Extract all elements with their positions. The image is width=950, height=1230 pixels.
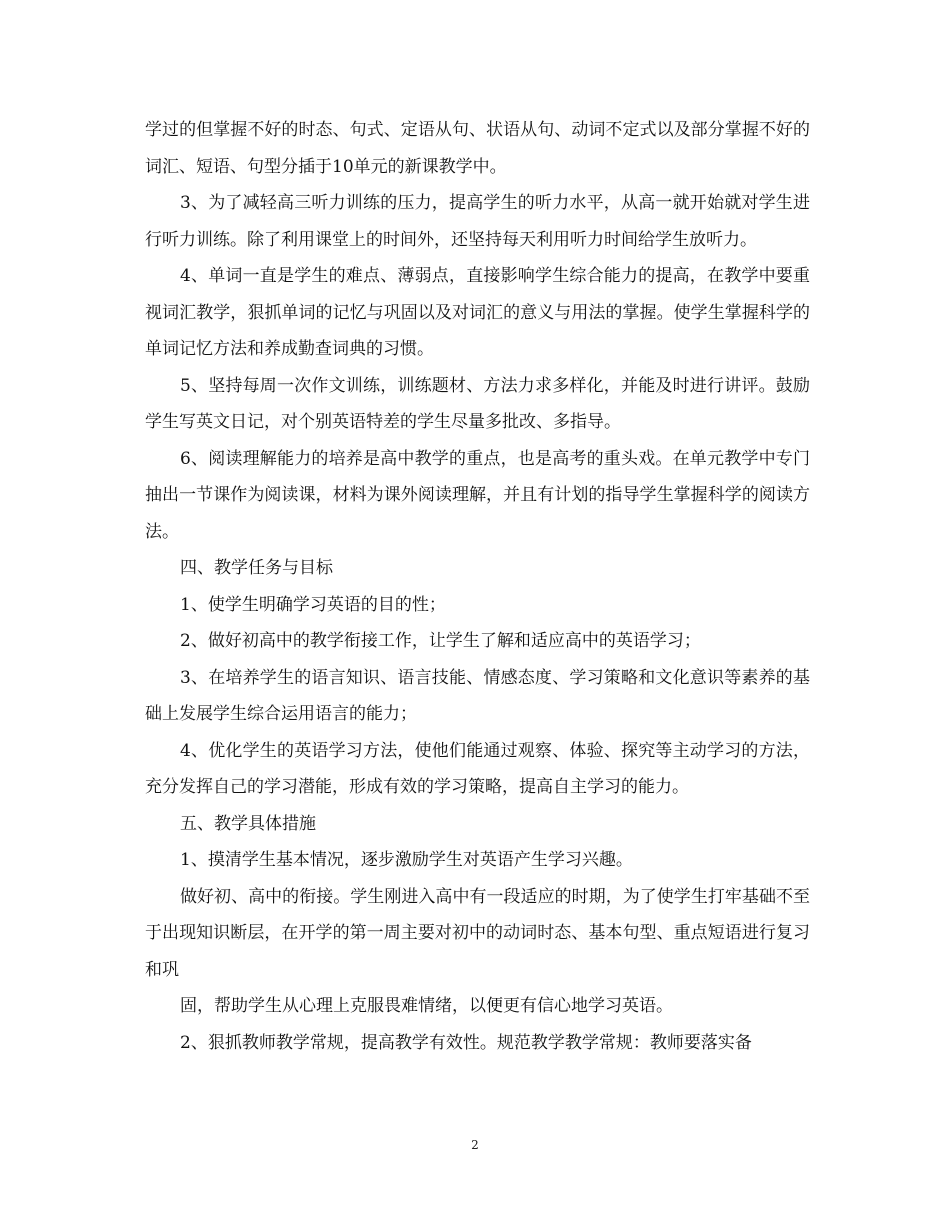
list-item-goal-3: 3、在培养学生的语言知识、语言技能、情感态度、学习策略和文化意识等素养的基础上发展学生综合运用语言的能力； xyxy=(145,667,810,724)
list-item-goal-2: 2、做好初高中的教学衔接工作，让学生了解和适应高中的英语学习； xyxy=(180,631,701,651)
paragraph-2: 3、为了减轻高三听力训练的压力，提高学生的听力水平，从高一就开始就对学生进行听力训练。除了利用课堂上的时间外，还坚持每天利用听力时间给学生放听力。 xyxy=(145,193,810,250)
section-heading-5: 五、教学具体措施 xyxy=(180,813,316,834)
document-body xyxy=(145,112,810,1061)
paragraph-5: 6、阅读理解能力的培养是高中教学的重点，也是高考的重头戏。在单元教学中专门抽出一节课作为阅读课，材料为课外阅读理解，并且有计划的指导学生掌握科学的阅读方法。 xyxy=(145,448,810,542)
paragraph-4: 5、坚持每周一次作文训练，训练题材、方法力求多样化，并能及时进行讲评。鼓励学生写英文日记，对个别英语特差的学生尽量多批改、多指导。 xyxy=(145,375,810,432)
paragraph-1: 学过的但掌握不好的时态、句式、定语从句、状语从句、动词不定式以及部分掌握不好的词汇、短语、句型分插于10单元的新课教学中。 xyxy=(145,120,810,177)
paragraph-3: 4、单词一直是学生的难点、薄弱点，直接影响学生综合能力的提高，在教学中要重视词汇教学，狠抓单词的记忆与巩固以及对词汇的意义与用法的掌握。使学生掌握科学的单词记忆方法和养成勤查词典的习惯。 xyxy=(145,266,810,359)
page-number: 2 xyxy=(471,1138,479,1152)
paragraph-consolidate: 固，帮助学生从心理上克服畏难情绪，以便更有信心地学习英语。 xyxy=(180,996,673,1016)
section-heading-4: 四、教学任务与目标 xyxy=(180,558,333,578)
paragraph-transition: 做好初、高中的衔接。学生刚进入高中有一段适应的时期，为了使学生打牢基础不至于出现知识断层，在开学的第一周主要对初中的动词时态、基本句型、重点短语进行复习和巩 xyxy=(145,886,810,980)
list-item-goal-1: 1、使学生明确学习英语的目的性； xyxy=(180,594,446,615)
list-item-measure-1: 1、摸清学生基本情况，逐步激励学生对英语产生学习兴趣。 xyxy=(180,850,633,870)
list-item-goal-4: 4、优化学生的英语学习方法，使他们能通过观察、体验、探究等主动学习的方法，充分发挥自己的学习潜能，形成有效的学习策略，提高自主学习的能力。 xyxy=(145,740,810,797)
list-item-measure-2: 2、狠抓教师教学常规，提高教学有效性。规范教学教学常规：教师要落实备 xyxy=(180,1032,752,1053)
